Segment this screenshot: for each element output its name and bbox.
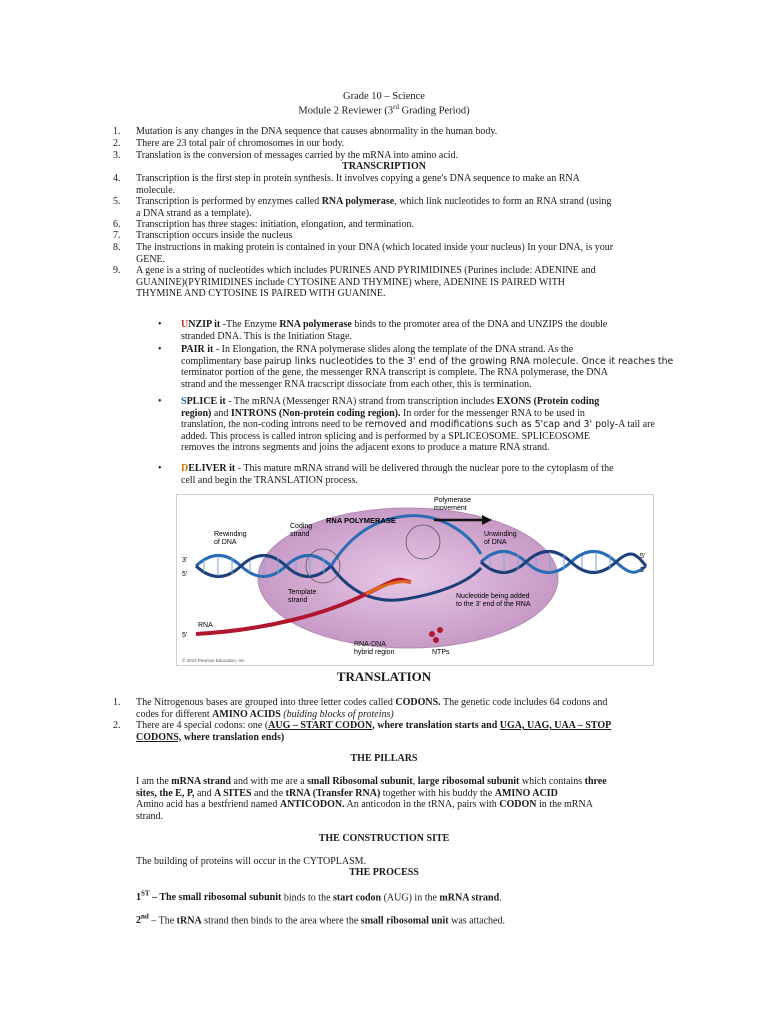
bullet-pair: PAIR it - In Elongation, the RNA polymerase slides along the template of the DNA strand. As the complimentary base pairup links nucleotides to the 3' end of the growing RNA molecule. Once it reaches the terminator portion of the gene, the messenger RNA transcript is complete. The RNA polymerase, the DNA strand and the messenger RNA tracscript dissociate from each other, this is termination. <box>181 344 674 390</box>
section-heading-translation: TRANSLATION <box>336 669 432 684</box>
section-heading-process: THE PROCESS <box>349 867 419 878</box>
process-step-1: 1ST – The small ribosomal subunit binds to the start codon (AUG) in the mRNA strand. <box>136 890 502 904</box>
label-rewinding: of DNA <box>214 539 237 546</box>
label-hybrid-region: hybrid region <box>354 649 395 656</box>
label-rna: RNA <box>198 622 213 629</box>
list-item: Transcription is performed by enzymes called RNA polymerase, which link nucleotides to form an RNA strand (using a DNA strand as a template). <box>136 196 612 219</box>
list-number: 7. <box>113 230 121 241</box>
label-polymerase-movement: Polymerase <box>434 497 471 504</box>
transcription-diagram <box>176 494 654 666</box>
list-number: 2. <box>113 138 121 149</box>
list-item: The instructions in making protein is contained in your DNA (which located inside your nucleus) In your DNA, is your GENE. <box>136 242 614 265</box>
bullet-unzip: UNZIP it -The Enzyme RNA polymerase binds to the promoter area of the DNA and UNZIPS the double stranded DNA. This is the Initiation Stage. <box>181 319 608 342</box>
section-heading-construction: THE CONSTRUCTION SITE <box>318 833 450 844</box>
list-item: A gene is a string of nucleotides which includes PURINES AND PYRIMIDINES (Purines include: ADENINE and GUANINE)(PYRIMIDINES include CYTOSINE AND THYMINE) where, ADENINE IS PAIRED WITH THYMINE AND CYTOSINE IS PAIRED WITH GUANINE. <box>136 265 596 300</box>
label-5-prime: 5' <box>182 632 188 639</box>
list-item: The Nitrogenous bases are grouped into three letter codes called CODONS. The genetic code includes 64 codons and codes for different AMINO ACIDS (buiding blocks of proteins) <box>136 697 608 720</box>
doc-title: Module 2 Reviewer (3rd Grading Period) <box>298 103 470 117</box>
label-5-prime: 5' <box>640 553 646 560</box>
list-item: There are 23 total pair of chromosomes in our body. <box>136 138 345 149</box>
list-number: 6. <box>113 219 121 230</box>
bullet-icon: • <box>158 319 162 330</box>
list-number: 5. <box>113 196 121 207</box>
bullet-icon: • <box>158 344 162 355</box>
list-item: Translation is the conversion of messages carried by the mRNA into amino acid. <box>136 150 459 161</box>
label-unwinding: of DNA <box>484 539 507 546</box>
label-template-strand: Template <box>288 589 317 596</box>
list-number: 1. <box>113 126 121 137</box>
construction-paragraph: The building of proteins will occur in the CYTOPLASM. <box>136 856 367 867</box>
list-number: 3. <box>113 150 121 161</box>
label-3-prime: 3' <box>182 557 188 564</box>
label-polymerase-movement: movement <box>434 505 467 512</box>
list-number: 1. <box>113 697 121 708</box>
section-heading-transcription: TRANSCRIPTION <box>342 161 426 172</box>
label-coding-strand: Coding <box>290 523 313 530</box>
label-rewinding: Rewinding <box>214 531 247 538</box>
bullet-icon: • <box>158 463 162 474</box>
list-item: Transcription has three stages: initiation, elongation, and termination. <box>136 219 414 230</box>
label-coding-strand: strand <box>290 531 310 538</box>
bullet-deliver: DELIVER it - This mature mRNA strand will be delivered through the nuclear pore to the cytoplasm of the cell and begin the TRANSLATION process. <box>181 463 614 486</box>
list-number: 8. <box>113 242 121 253</box>
bullet-splice: SPLICE it - The mRNA (Messenger RNA) strand from transcription includes EXONS (Protein coding region) and INTRONS (Non-protein coding region). In order for the messenger RNA to be used in translation, the non-coding introns need to be removed and modifications such as 5'cap and 3' poly-A tail are added. This process is called intron splicing and is performed by a SPLICEOSOME. SPLICEOSOME removes the introns segments and joins the adjacent exons to produce a mature RNA strand. <box>181 396 655 454</box>
label-rna-polymerase: RNA POLYMERASE <box>326 516 396 525</box>
bullet-icon: • <box>158 396 162 407</box>
list-item: There are 4 special codons: one (AUG – START CODON, where translation starts and UGA, UAG, UAA – STOP CODONS, where translation ends) <box>136 720 612 743</box>
label-unwinding: Unwinding <box>484 531 517 538</box>
list-item: Transcription occurs inside the nucleus <box>136 230 293 241</box>
list-number: 2. <box>113 720 121 731</box>
list-item: Mutation is any changes in the DNA sequence that causes abnormality in the human body. <box>136 126 498 137</box>
list-number: 9. <box>113 265 121 276</box>
label-template-strand: strand <box>288 597 308 604</box>
doc-subject: Grade 10 – Science <box>343 91 425 102</box>
label-nucleotide-added: Nucleotide being added <box>456 593 530 600</box>
process-step-2: 2nd – The tRNA strand then binds to the area where the small ribosomal unit was attached. <box>136 913 505 927</box>
list-item: Transcription is the first step in protein synthesis. It involves copying a gene's DNA sequence to make an RNA molecule. <box>136 173 580 196</box>
list-number: 4. <box>113 173 121 184</box>
pillars-paragraph: I am the mRNA strand and with me are a small Ribosomal subunit, large ribosomal subunit which contains three sites, the E, P, and A SITES and the tRNA (Transfer RNA) together with his buddy the AMINO ACID Amino acid has a bestfriend named ANTICODON. An anticodon in the tRNA, pairs with CODON in the mRNA strand. <box>136 776 607 822</box>
label-3-prime: 3' <box>640 567 646 574</box>
label-ntps: NTPs <box>432 649 450 656</box>
label-hybrid-region: RNA-DNA <box>354 641 386 648</box>
label-5-prime: 5' <box>182 571 188 578</box>
label-nucleotide-added: to the 3' end of the RNA <box>456 601 531 608</box>
section-heading-pillars: THE PILLARS <box>350 753 418 764</box>
figure-copyright: © 2012 Pearson Education, Inc. <box>182 658 246 663</box>
